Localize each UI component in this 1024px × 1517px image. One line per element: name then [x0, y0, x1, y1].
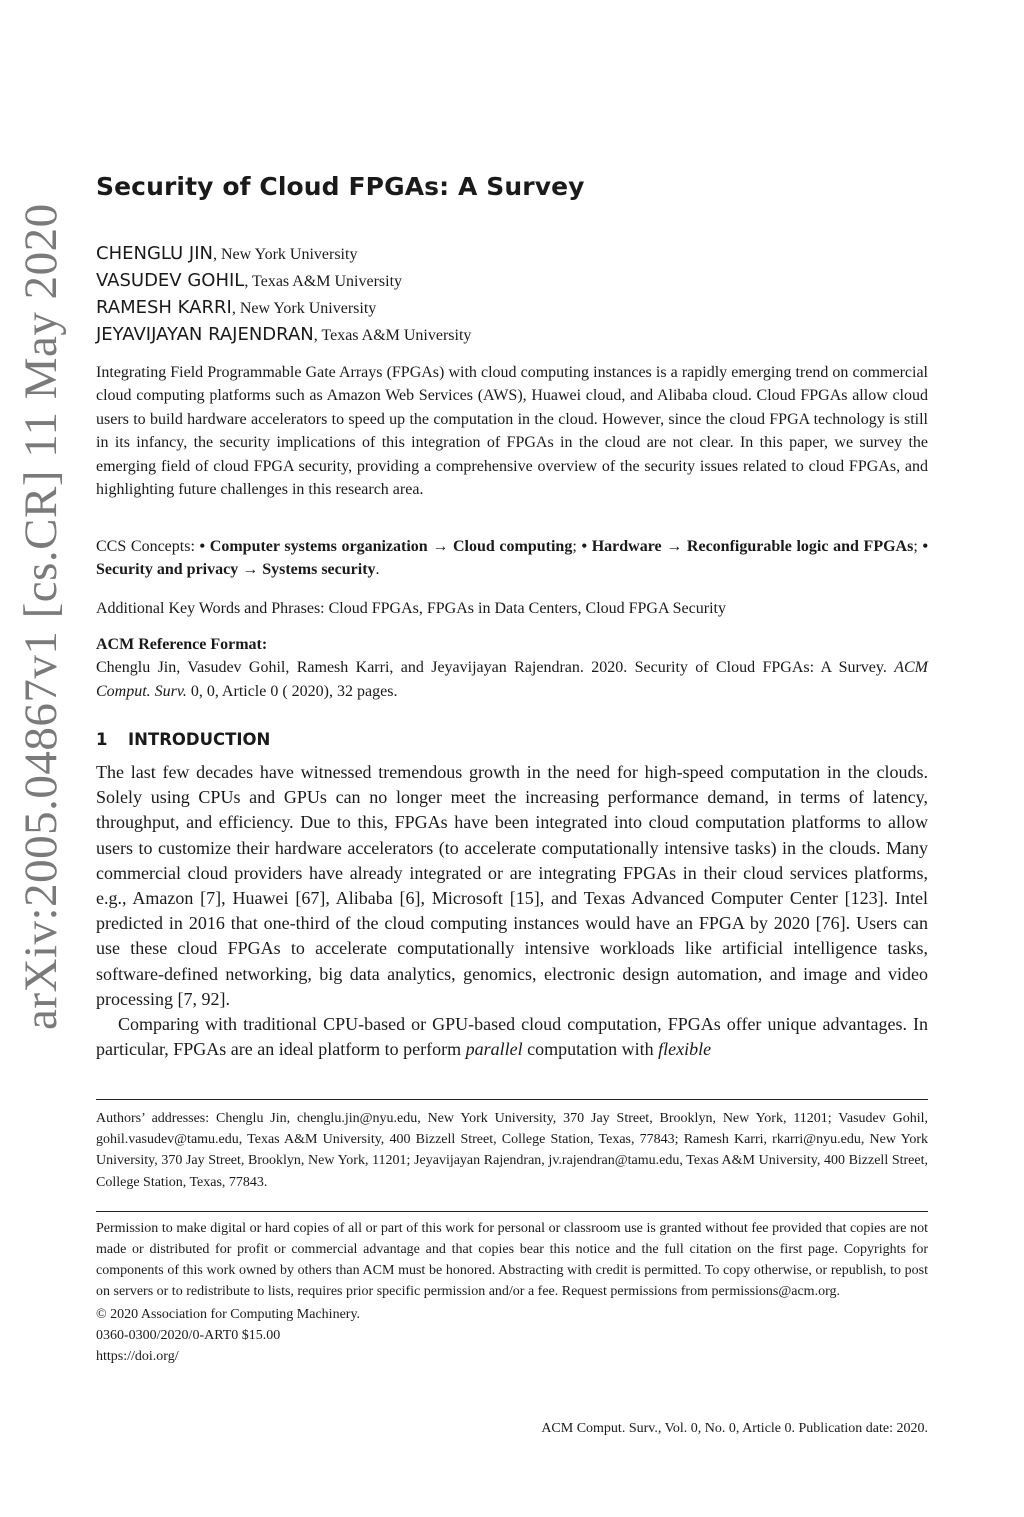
body-paragraph [96, 1012, 928, 1062]
acm-reference-heading: ACM Reference Format: [96, 636, 268, 653]
author-entry [96, 240, 471, 267]
author-entry [96, 321, 471, 348]
abstract: Integrating Field Programmable Gate Arrays (FPGAs) with cloud computing instances is a rapidly emerging trend on commercial cloud computing platforms such as Amazon Web Services (AWS), Huawei cloud, and Alibaba cloud. Cloud FPGAs allow cloud users to build hardware accelerators to speed up the computation in the cloud. However, since the cloud FPGA technology is still in its infancy, the security implications of this integration of FPGAs in the cloud are not clear. In this paper, we survey the emerging field of cloud FPGA security, providing a comprehensive overview of the security issues related to cloud FPGAs, and highlighting future challenges in this research area. [96, 364, 928, 499]
author-addresses: Authors’ addresses: Chenglu Jin, chenglu.jin@nyu.edu, New York University, 370 Jay Street, Brooklyn, New York, 11201; Vasudev Gohil, gohil.vasudev@tamu.edu, Texas A&M University, 400 Bizzell Street, College Station, Texas, 77843; Ramesh Karri, rkarri@nyu.edu, New York University, 370 Jay Street, Brooklyn, New York, 11201; Jeyavijayan Rajendran, jv.rajendran@tamu.edu, Texas A&M University, 400 Bizzell Street, College Station, Texas, 77843. [96, 1111, 928, 1190]
introduction-body [96, 760, 928, 1062]
acm-reference-details: 0, 0, Article 0 ( 2020), 32 pages. [186, 682, 398, 700]
arxiv-sidebar-stamp: arXiv:2005.04867v1 [cs.CR] 11 May 2020 [15, 203, 67, 1030]
author-name: VASUDEV GOHIL [96, 270, 245, 291]
acm-reference-citation: Chenglu Jin, Vasudev Gohil, Ramesh Karri, and Jeyavijayan Rajendran. 2020. Security of Cloud FPGAs: A Survey. [96, 659, 895, 677]
ccs-separator: ; [572, 538, 582, 555]
keywords: Additional Key Words and Phrases: Cloud FPGAs, FPGAs in Data Centers, Cloud FPGA Security [96, 600, 726, 617]
footnote-divider [96, 1099, 928, 1100]
body-paragraph: The last few decades have witnessed tremendous growth in the need for high-speed computation in the clouds. Solely using CPUs and GPUs can no longer meet the increasing performance demand, in terms of latency, throughput, and efficiency. Due to this, FPGAs have been integrated into cloud computation platforms to allow users to customize their hardware accelerators (to accelerate computationally intensive tasks) in the clouds. Many commercial cloud providers have already integrated or are integrating FPGAs in their cloud services platforms, e.g., Amazon [7], Huawei [67], Alibaba [6], Microsoft [15], and Texas Advanced Computer Center [123]. Intel predicted in 2016 that one-third of the cloud computing instances would have an FPGA by 2020 [76]. Users can use these cloud FPGAs to accelerate computationally intensive workloads like artificial intelligence tasks, software-defined networking, big data analytics, genomics, electronic design automation, and image and video processing [7, 92]. [96, 762, 928, 1009]
emphasis-text: parallel [465, 1039, 523, 1060]
section-title: INTRODUCTION [128, 730, 271, 749]
author-name: JEYAVIJAYAN RAJENDRAN [96, 324, 314, 345]
paper-title: Security of Cloud FPGAs: A Survey [96, 172, 585, 201]
body-text: computation with [522, 1039, 659, 1060]
ccs-concept: • Security and privacy → Systems security [96, 538, 929, 579]
ccs-concept: • Computer systems organization → Cloud computing [199, 538, 573, 555]
issn-line: 0360-0300/2020/0-ART0 $15.00 [96, 1328, 281, 1343]
acm-reference-journal: ACM Comput. Surv. [96, 659, 928, 700]
author-affiliation: , New York University [231, 300, 377, 317]
permission-divider [96, 1211, 928, 1212]
author-affiliation: , Texas A&M University [313, 327, 472, 344]
section-number: 1 [96, 730, 108, 749]
acm-reference-text [96, 656, 928, 703]
ccs-concept: • Hardware → Reconfigurable logic and FPGAs [581, 538, 914, 555]
emphasis-text: flexible [658, 1039, 712, 1060]
page-footer: ACM Comput. Surv., Vol. 0, No. 0, Article 0. Publication date: 2020. [541, 1421, 928, 1436]
author-name: CHENGLU JIN [96, 243, 213, 264]
copyright-line: © 2020 Association for Computing Machinery. [96, 1307, 361, 1322]
author-affiliation: , Texas A&M University [244, 273, 403, 290]
author-entry [96, 267, 471, 294]
section-heading [96, 730, 270, 749]
ccs-concepts [96, 535, 928, 582]
author-name: RAMESH KARRI [96, 297, 232, 318]
ccs-separator: ; [913, 538, 923, 555]
author-list [96, 240, 471, 348]
permission-notice [96, 1218, 928, 1367]
author-affiliation: , New York University [213, 246, 358, 263]
permission-text: Permission to make digital or hard copies of all or part of this work for personal or classroom use is granted without fee provided that copies are not made or distributed for profit or commercial advantage and that copies bear this notice and the full citation on the first page. Copyrights for components of this work owned by others than ACM must be honored. Abstracting with credit is permitted. To copy otherwise, or republish, to post on servers or to redistribute to lists, requires prior specific permission and/or a fee. Request permissions from permissions@acm.org. [96, 1221, 928, 1299]
acm-reference-format [96, 633, 928, 703]
doi-link[interactable]: https://doi.org/ [96, 1349, 179, 1364]
ccs-label: CCS Concepts: [96, 538, 200, 555]
body-text: Comparing with traditional CPU-based or GPU-based cloud computation, FPGAs offer unique advantages. In particular, FPGAs are an ideal platform to perform [96, 1014, 928, 1060]
ccs-end: . [375, 561, 380, 579]
author-entry [96, 294, 471, 321]
